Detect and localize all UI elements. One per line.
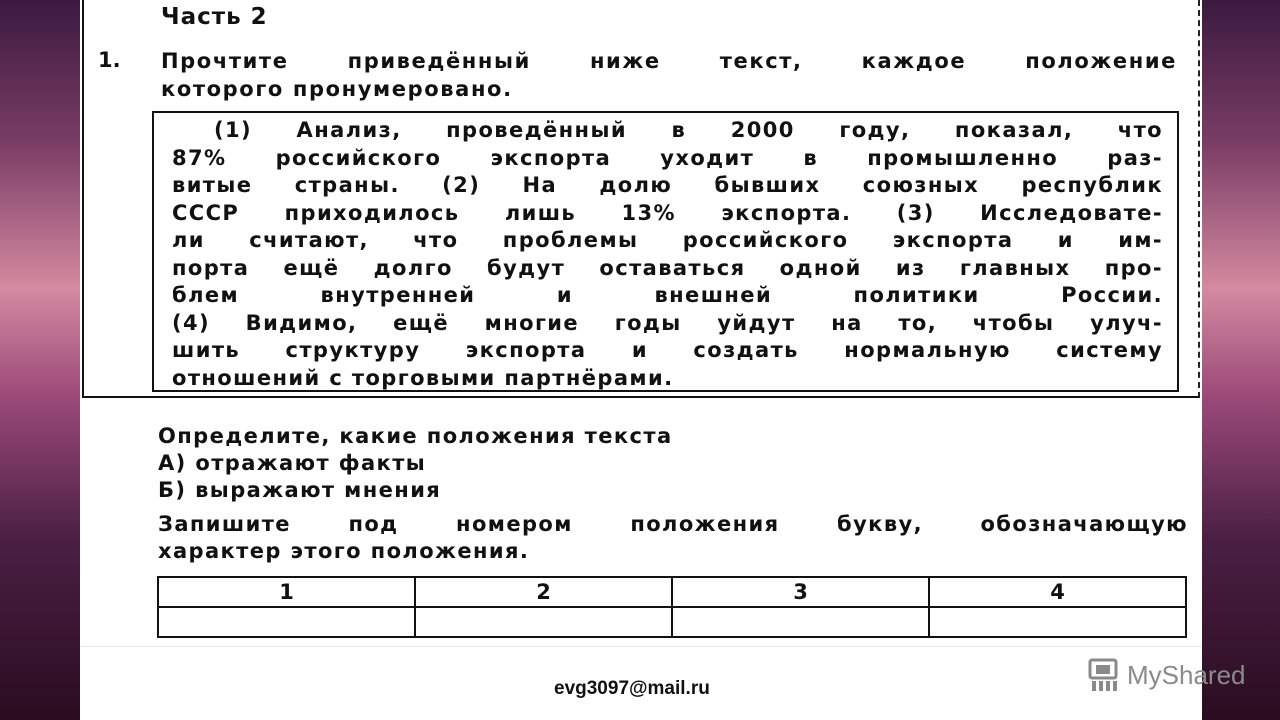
- passage-line: блем внутренней и внешней политики России.: [172, 283, 1163, 307]
- myshared-logo-icon: [1087, 657, 1121, 693]
- instruction-determine: Определите, какие положения текста: [158, 424, 673, 448]
- passage-line: порта ещё долго будут оставаться одной из главных про-: [172, 255, 1163, 280]
- myshared-logo-text: MyShared: [1127, 659, 1246, 690]
- passage-line: (4) Видимо, ещё многие годы уйдут на то, чтобы улуч-: [172, 310, 1163, 335]
- answer-cell[interactable]: [929, 607, 1186, 637]
- answer-table-header-cell: 2: [415, 577, 672, 607]
- myshared-logo[interactable]: [1087, 655, 1246, 695]
- answer-table-header-cell: 3: [672, 577, 929, 607]
- answer-table-header-cell: 4: [929, 577, 1186, 607]
- section-heading: Часть 2: [161, 4, 268, 30]
- question-line: которого пронумеровано.: [161, 77, 513, 101]
- footer-divider: [80, 646, 1202, 647]
- answer-cell[interactable]: [158, 607, 415, 637]
- question-line: Прочтите приведённый ниже текст, каждое положение: [161, 49, 1177, 73]
- passage-box: [152, 111, 1179, 392]
- question-number: 1.: [98, 48, 121, 72]
- passage-line: шить структуру экспорта и создать нормальную систему: [172, 338, 1163, 362]
- passage-line: 87% российского экспорта уходит в промышленно раз-: [172, 145, 1163, 170]
- answer-cell[interactable]: [415, 607, 672, 637]
- answer-table-header-row: [158, 577, 1186, 607]
- instruction-write-line: характер этого положения.: [158, 539, 530, 563]
- instruction-option-a: А) отражают факты: [158, 451, 427, 475]
- answer-table: [157, 576, 1187, 638]
- answer-table-answer-row: [158, 607, 1186, 637]
- passage-line: (1) Анализ, проведённый в 2000 году, показал, что: [214, 118, 1163, 142]
- instruction-write-line: Запишите под номером положения букву, обозначающую: [158, 512, 1188, 536]
- question-text: [161, 47, 1177, 103]
- answer-cell[interactable]: [672, 607, 929, 637]
- passage-line: ли считают, что проблемы российского экспорта и им-: [172, 228, 1163, 252]
- background-left: [0, 0, 80, 720]
- instruction-option-b: Б) выражают мнения: [158, 478, 442, 502]
- answer-table-header-cell: 1: [158, 577, 415, 607]
- author-email: evg3097@mail.ru: [554, 678, 710, 699]
- passage-line: СССР приходилось лишь 13% экспорта. (3) Исследовате-: [172, 200, 1163, 225]
- passage-line: отношений с торговыми партнёрами.: [172, 365, 674, 390]
- passage-line: витые страны. (2) На долю бывших союзных республик: [172, 173, 1163, 197]
- background-right: [1202, 0, 1280, 720]
